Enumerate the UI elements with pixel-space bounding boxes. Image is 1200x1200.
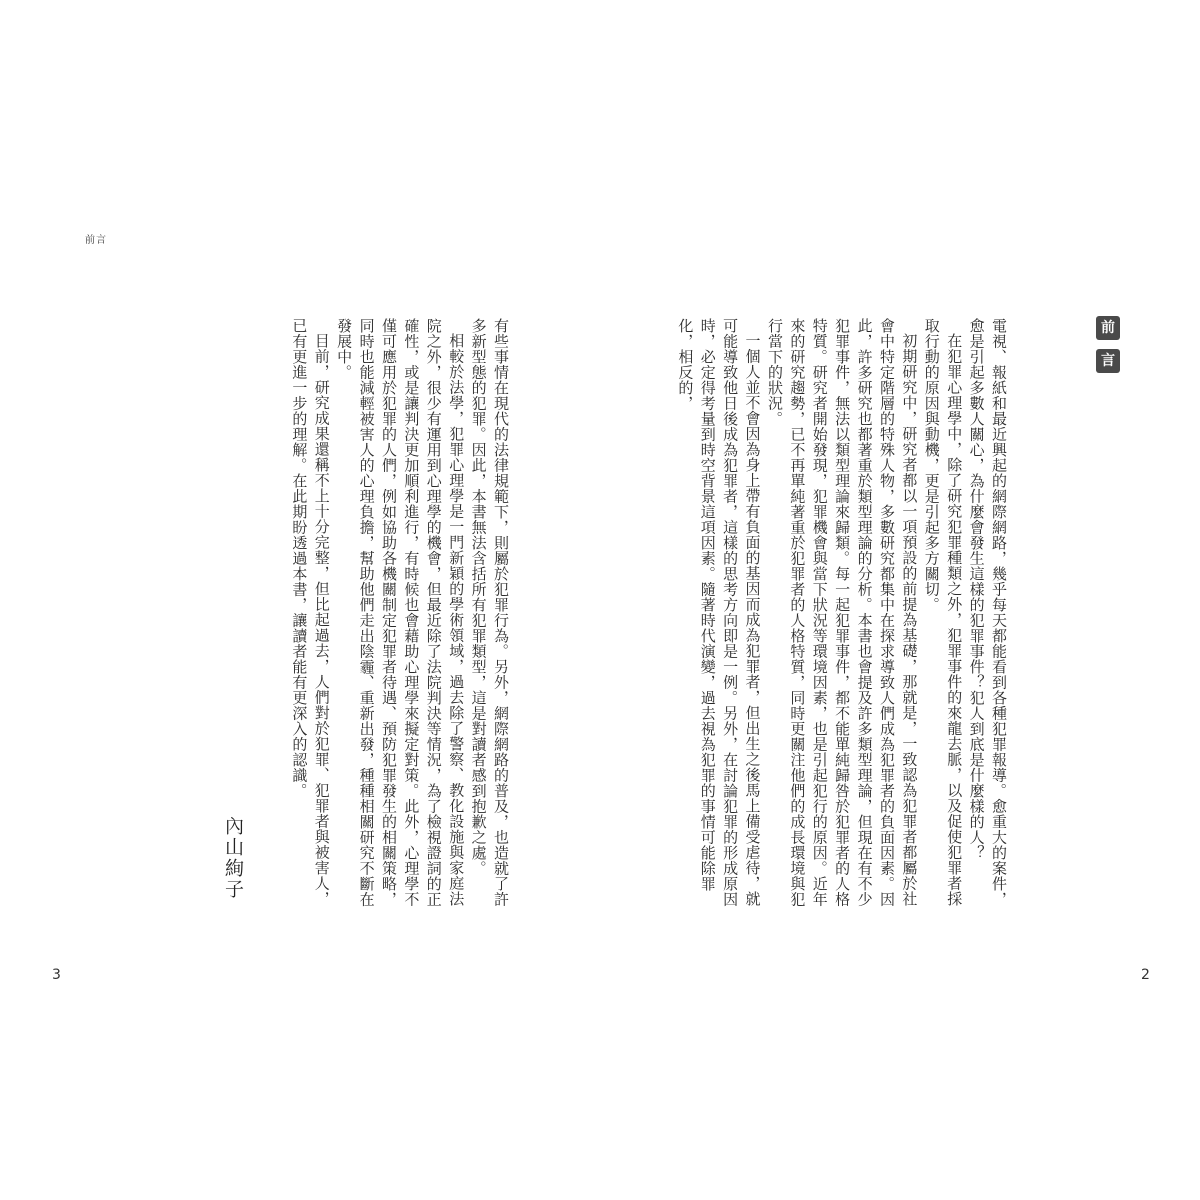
title-char: 言: [1096, 349, 1120, 373]
paragraph: 有些事情在現代的法律規範下，則屬於犯罪行為。另外，網際網路的普及，也造就了許多新型態的犯罪。因此，本書無法含括所有犯罪類型，這是對讀者感到抱歉之處。: [469, 318, 510, 907]
chapter-title: [1096, 316, 1120, 382]
right-page-body: [676, 318, 1010, 918]
right-page: [600, 0, 1200, 1200]
title-char: 前: [1096, 316, 1120, 340]
left-page-body: [270, 318, 512, 908]
running-head: 前言: [85, 235, 107, 246]
author-signature: 內山絢子: [222, 816, 244, 900]
page-number-left: 3: [52, 967, 61, 983]
paragraph: 相較於法學，犯罪心理學是一門新穎的學術領域，過去除了警察、教化設施與家庭法院之外，很少有運用到心理學的機會，但最近除了法院判決等情況，為了檢視證詞的正確性，或是讓判決更加順利進行，有時候也會藉助心理學來擬定對策。此外，心理學不僅可應用於犯罪的人們，例如協助各機關制定犯罪者待遇、預防犯罪發生的相關策略，同時也能減輕被害人的心理負擔，幫助他們走出陰霾、重新出發，種種相關研究不斷在發展中。: [335, 318, 466, 907]
paragraph: 一個人並不會因為身上帶有負面的基因而成為犯罪者，但出生之後馬上備受虐待，就可能導致他日後成為犯罪者，這樣的思考方向即是一例。另外，在討論犯罪的形成原因時，必定得考量到時空背景這項因素。隨著時代演變，過去視為犯罪的事情可能除罪化，相反的，: [676, 318, 762, 907]
paragraph: 初期研究中，研究者都以一項預設的前提為基礎，那就是，一致認為犯罪者都屬於社會中特定階層的特殊人物，多數研究都集中在探求導致人們成為犯罪者的負面因素。因此，許多研究也都著重於類型理論的分析。本書也會提及許多類型理論，但現在有不少犯罪事件，無法以類型理論來歸類。每一起犯罪事件，都不能單純歸咎於犯罪者的人格特質。研究者開始發現，犯罪機會與當下狀況等環境因素，也是引起犯行的原因。近年來的研究趨勢，已不再單純著重於犯罪者的人格特質，同時更關注他們的成長環境與犯行當下的狀況。: [765, 318, 919, 907]
paragraph: 電視、報紙和最近興起的網際網路，幾乎每天都能看到各種犯罪報導。愈重大的案件，愈是引起多數人關心，為什麼會發生這樣的犯罪事件？犯人到底是什麼樣的人？: [967, 318, 1008, 907]
page-number-right: 2: [1141, 967, 1150, 983]
paragraph: 在犯罪心理學中，除了研究犯罪種類之外，犯罪事件的來龍去脈，以及促使犯罪者採取行動的原因與動機，更是引起多方關切。: [922, 318, 964, 907]
paragraph: 目前，研究成果還稱不上十分完整，但比起過去，人們對於犯罪、犯罪者與被害人，已有更進一步的理解。在此期盼透過本書，讓讀者能有更深入的認識。: [290, 318, 331, 907]
